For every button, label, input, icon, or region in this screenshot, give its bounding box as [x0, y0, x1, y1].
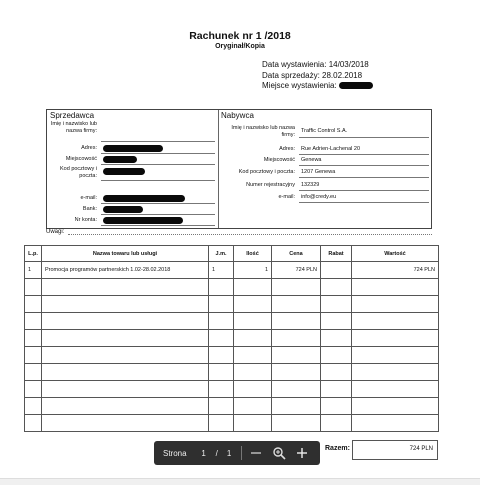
buyer-postal-label: Kod pocztowy i poczta:: [238, 169, 295, 175]
buyer-address: Rue Adrien-Lachenal 20: [301, 146, 361, 152]
redacted-seller-account: [103, 217, 183, 224]
buyer-city-label: Miejscowość: [263, 157, 295, 163]
buyer-heading: Nabywca: [221, 111, 254, 120]
total-label: Razem:: [325, 445, 350, 452]
buyer-reg: 132329: [301, 182, 320, 188]
header-quantity: Ilość: [234, 246, 272, 262]
table-row: [25, 381, 439, 398]
parties-box: [46, 109, 432, 229]
table-row: [25, 296, 439, 313]
buyer-email-label: e-mail:: [278, 194, 295, 200]
buyer-name-line: [299, 137, 429, 138]
table-row: [25, 262, 439, 279]
header-discount: Rabat: [321, 246, 352, 262]
table-row: [25, 398, 439, 415]
invoice-subtitle: Oryginał/Kopia: [215, 43, 265, 50]
table-row: [25, 330, 439, 347]
buyer-city: Genewa: [301, 157, 322, 163]
seller-postal-label: Kod pocztowy i poczta:: [60, 166, 97, 179]
seller-email-label: e-mail:: [80, 195, 97, 201]
page-current-input[interactable]: 1: [201, 448, 206, 458]
browser-bottom-bar: [0, 478, 480, 485]
buyer-address-line: [299, 154, 429, 155]
zoom-in-icon[interactable]: [295, 446, 309, 460]
redacted-place: [339, 82, 373, 89]
place-row: [262, 81, 373, 92]
table-row: [25, 279, 439, 296]
header-price: Cena: [272, 246, 321, 262]
issue-date: Data wystawienia: 14/03/2018: [262, 60, 369, 69]
buyer-address-label: Adres:: [279, 146, 295, 152]
table-row: [25, 347, 439, 364]
page-label: Strona: [163, 448, 187, 458]
buyer-name: Traffic Control S.A.: [301, 128, 348, 134]
table-row: [25, 313, 439, 330]
seller-bank-label: Bank:: [82, 206, 97, 212]
invoice-dates: [262, 60, 373, 92]
seller-city-line: [101, 164, 215, 165]
buyer-reg-line: [299, 190, 429, 191]
seller-city-label: Miejscowość: [65, 156, 97, 162]
redacted-seller-city: [103, 156, 137, 163]
page-separator: /: [215, 448, 218, 458]
items-table: [24, 245, 439, 432]
cell-value: 724 PLN: [352, 262, 439, 279]
seller-name-label: Imię i nazwisko lub nazwa firmy:: [50, 121, 97, 134]
cell-lp: 1: [25, 262, 42, 279]
cell-unit: 1: [209, 262, 234, 279]
buyer-city-line: [299, 165, 429, 166]
total-value: 724 PLN: [352, 440, 438, 460]
redacted-seller-address: [103, 145, 163, 152]
buyer-postal-line: [299, 177, 429, 178]
header-unit: J.m.: [209, 246, 234, 262]
pdf-page-toolbar: [154, 441, 320, 465]
seller-address-line: [101, 153, 215, 154]
page-total: 1: [226, 448, 232, 458]
seller-heading: Sprzedawca: [50, 111, 95, 120]
seller-account-label: Nr konta:: [74, 217, 97, 223]
header-value: Wartość: [352, 246, 439, 262]
seller-postal-line: [101, 180, 215, 181]
header-lp: L.p.: [25, 246, 42, 262]
buyer-name-label: Imię i nazwisko lub nazwa firmy:: [231, 125, 295, 138]
table-row: [25, 364, 439, 381]
seller-address-label: Adres:: [81, 145, 97, 151]
cell-quantity: 1: [234, 262, 272, 279]
cell-name: Promocja programów partnerskich 1.02-28.02.2018: [42, 262, 209, 279]
sale-date: Data sprzedaży: 28.02.2018: [262, 70, 363, 80]
invoice-title: Rachunek nr 1 /2018: [189, 30, 291, 42]
buyer-postal: 1207 Genewa: [301, 169, 336, 175]
seller-email-line: [101, 203, 215, 204]
seller-bank-line: [101, 214, 215, 215]
notes-label: Uwagi:: [46, 229, 65, 235]
header-name: Nazwa towaru lub usługi: [42, 246, 209, 262]
zoom-out-icon[interactable]: [249, 446, 263, 460]
redacted-seller-postal: [103, 168, 145, 175]
zoom-reset-icon[interactable]: [272, 446, 286, 460]
buyer-reg-label: Numer rejestracyjny: [246, 182, 295, 188]
cell-price: 724 PLN: [272, 262, 321, 279]
place-label: Miejsce wystawienia:: [262, 81, 337, 90]
cell-discount: [321, 262, 352, 279]
seller-account-line: [101, 225, 215, 226]
table-row: [25, 415, 439, 432]
seller-name-line: [101, 141, 215, 142]
toolbar-divider: [241, 446, 242, 460]
buyer-email-line: [299, 202, 429, 203]
redacted-seller-bank: [103, 206, 143, 213]
notes-line: [68, 234, 432, 235]
buyer-email: info@credy.eu: [301, 194, 337, 200]
table-header-row: [25, 246, 439, 262]
redacted-seller-email: [103, 195, 185, 202]
parties-divider: [218, 110, 219, 228]
